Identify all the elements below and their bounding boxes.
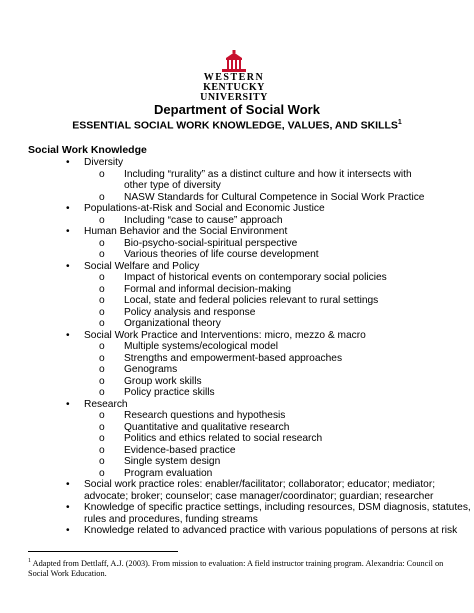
- sub-bullet-marker: o: [99, 467, 105, 479]
- sub-bullet-marker: o: [99, 387, 105, 398]
- sub-list-item: [0, 410, 474, 422]
- list-item-text: Human Behavior and the Social Environment: [84, 226, 288, 237]
- sub-list-item: [0, 353, 474, 365]
- sub-bullet-marker: o: [99, 191, 105, 203]
- list-item: [0, 157, 474, 169]
- sub-list-item: [0, 364, 474, 376]
- sub-list-item: [0, 238, 474, 250]
- list-item-text: Diversity: [84, 157, 124, 168]
- list-item-text: Knowledge of specific practice settings, including resources, DSM diagnosis, statutes, rules and procedures, funding streams: [84, 502, 471, 525]
- list-item: [0, 226, 474, 238]
- sub-list-item-text: Bio-psycho-social-spiritual perspective: [124, 237, 298, 249]
- sub-list-item-text: Including “case to cause” approach: [124, 214, 283, 226]
- footnote: [28, 556, 448, 579]
- sub-list-item: [0, 284, 474, 296]
- sub-list-item-text: Program evaluation: [124, 467, 213, 479]
- sub-list-item-text: Formal and informal decision-making: [124, 283, 292, 295]
- bullet-marker: •: [66, 479, 70, 490]
- list-item: [0, 261, 474, 273]
- sub-bullet-marker: o: [99, 341, 105, 352]
- sub-list-item: [0, 468, 474, 480]
- page-subtitle: [0, 119, 474, 132]
- sub-list-item: [0, 295, 474, 307]
- sub-bullet-marker: o: [99, 214, 105, 226]
- sub-list-item: [0, 215, 474, 227]
- footnote-text: Adapted from Dettlaff, A.J. (2003). From mission to evaluation: A field instructor training program. Alexandria: Council on Social Work Education.: [28, 558, 444, 578]
- list-item-text: Social work practice roles: enabler/facilitator; collaborator; educator; mediator; advocate; broker; counselor; case manager/coordinator; guardian; researcher: [84, 479, 436, 502]
- sub-list-item: [0, 456, 474, 468]
- logo-text-university: UNIVERSITY: [200, 92, 268, 103]
- sub-list-item-text: Strengths and empowerment-based approaches: [124, 352, 343, 364]
- sub-list-item-text: Policy practice skills: [124, 387, 215, 398]
- bullet-marker: •: [66, 502, 70, 513]
- sub-list-item: [0, 169, 474, 192]
- sub-list-item: [0, 387, 474, 399]
- sub-bullet-marker: o: [99, 421, 105, 433]
- sub-list-item-text: Multiple systems/ecological model: [124, 341, 279, 352]
- sub-list-item-text: Evidence-based practice: [124, 444, 236, 456]
- sub-bullet-marker: o: [99, 375, 105, 387]
- sub-list-item-text: Including “rurality” as a distinct culture and how it intersects with other type of diversity: [124, 168, 412, 191]
- sub-list-item: [0, 249, 474, 261]
- bullet-marker: •: [66, 260, 70, 272]
- sub-list-item-text: Genograms: [124, 364, 178, 375]
- bullet-marker: •: [66, 329, 70, 341]
- logo-text-kentucky: KENTUCKY: [203, 82, 265, 93]
- knowledge-list: [0, 157, 474, 537]
- bullet-marker: •: [66, 226, 70, 237]
- list-item: [0, 502, 474, 525]
- list-item-text: Knowledge related to advanced practice with various populations of persons at risk: [84, 525, 458, 536]
- sub-list-item-text: Organizational theory: [124, 318, 221, 329]
- list-item: [0, 479, 474, 502]
- bullet-marker: •: [66, 398, 70, 410]
- list-item: [0, 399, 474, 411]
- list-item: [0, 203, 474, 215]
- sub-bullet-marker: o: [99, 249, 105, 260]
- list-item-text: Social Work Practice and Interventions: micro, mezzo & macro: [84, 329, 366, 341]
- sub-bullet-marker: o: [99, 410, 105, 421]
- sub-bullet-marker: o: [99, 306, 105, 318]
- university-logo: [192, 50, 276, 106]
- sub-list-item: [0, 422, 474, 434]
- sub-list-item-text: Single system design: [124, 456, 221, 467]
- sub-list-item: [0, 376, 474, 388]
- sub-list-item-text: Quantitative and qualitative research: [124, 421, 290, 433]
- sub-bullet-marker: o: [99, 456, 105, 467]
- sub-bullet-marker: o: [99, 295, 105, 306]
- sub-list-item-text: Policy analysis and response: [124, 306, 256, 318]
- list-item-text: Social Welfare and Policy: [84, 260, 200, 272]
- list-item-text: Populations-at-Risk and Social and Economic Justice: [84, 203, 325, 214]
- sub-bullet-marker: o: [99, 433, 105, 444]
- list-item: [0, 330, 474, 342]
- list-item: [0, 525, 474, 537]
- sub-list-item: [0, 307, 474, 319]
- sub-list-item-text: Local, state and federal policies relevant to rural settings: [124, 295, 379, 306]
- footnote-divider: [28, 551, 178, 552]
- sub-bullet-marker: o: [99, 444, 105, 456]
- sub-list-item-text: Politics and ethics related to social research: [124, 433, 323, 444]
- sub-bullet-marker: o: [99, 168, 105, 180]
- subtitle-text: ESSENTIAL SOCIAL WORK KNOWLEDGE, VALUES, AND SKILLS: [72, 119, 398, 132]
- sub-list-item-text: Various theories of life course development: [124, 249, 319, 260]
- list-item-text: Research: [84, 398, 128, 410]
- sub-list-item: [0, 272, 474, 284]
- sub-list-item: [0, 192, 474, 204]
- bullet-marker: •: [66, 525, 70, 536]
- sub-bullet-marker: o: [99, 364, 105, 375]
- section-heading: Social Work Knowledge: [28, 144, 147, 156]
- logo-text-western: WESTERN: [203, 72, 265, 83]
- sub-list-item-text: Impact of historical events on contemporary social policies: [124, 272, 387, 283]
- bullet-marker: •: [66, 157, 70, 168]
- sub-bullet-marker: o: [99, 352, 105, 364]
- sub-list-item: [0, 433, 474, 445]
- footnote-number: 1: [28, 558, 31, 564]
- sub-list-item-text: NASW Standards for Cultural Competence in Social Work Practice: [124, 191, 425, 203]
- sub-list-item-text: Research questions and hypothesis: [124, 410, 286, 421]
- bullet-marker: •: [66, 203, 70, 214]
- sub-list-item: [0, 318, 474, 330]
- footnote-ref: 1: [397, 119, 402, 126]
- cupola-icon: [192, 50, 276, 74]
- sub-bullet-marker: o: [99, 272, 105, 283]
- sub-list-item: [0, 445, 474, 457]
- sub-list-item-text: Group work skills: [124, 375, 202, 387]
- sub-bullet-marker: o: [99, 237, 105, 249]
- page-title: Department of Social Work: [154, 102, 320, 117]
- sub-bullet-marker: o: [99, 318, 105, 329]
- sub-list-item: [0, 341, 474, 353]
- sub-bullet-marker: o: [99, 283, 105, 295]
